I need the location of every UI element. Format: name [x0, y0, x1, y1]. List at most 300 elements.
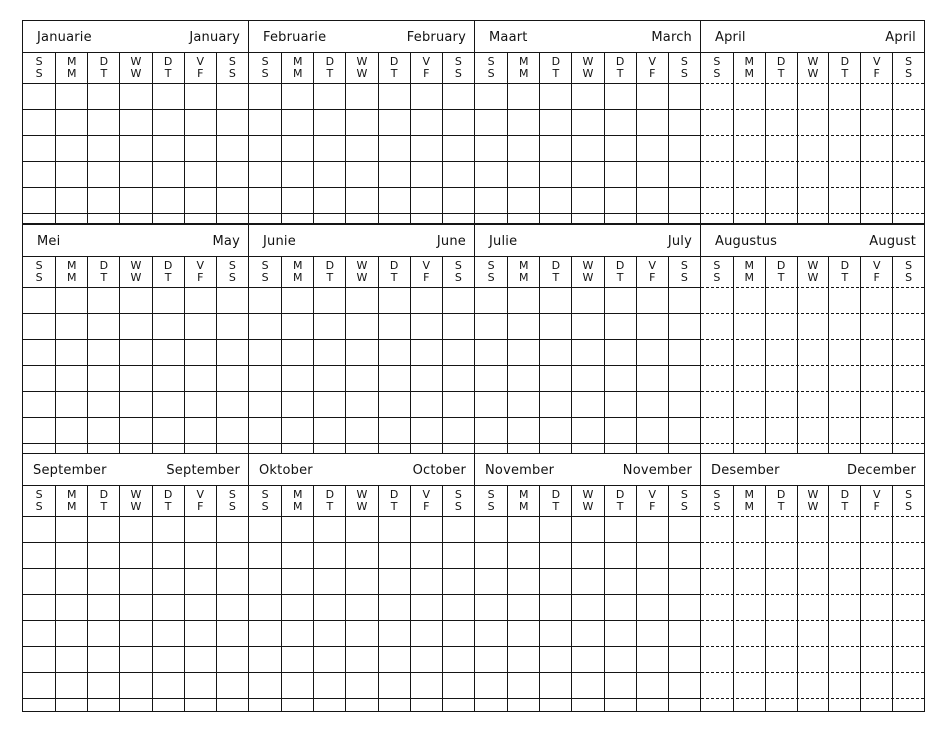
weekday-letter-afrikaans: S [487, 259, 495, 272]
weekday-column [152, 53, 184, 223]
weekday-letter-afrikaans: S [35, 259, 43, 272]
day-row-line [475, 542, 700, 543]
weekday-letter-afrikaans: W [130, 55, 142, 68]
month-july [474, 224, 701, 454]
day-row-line [475, 313, 700, 314]
day-row-line [23, 187, 248, 188]
weekday-letter-english: T [164, 67, 172, 80]
day-row-line [249, 672, 474, 673]
weekday-letter-english: F [197, 500, 204, 513]
month-january [22, 20, 249, 224]
weekday-letter-afrikaans: D [551, 488, 561, 501]
weekday-column [475, 53, 507, 223]
weekday-letter-english: M [744, 67, 755, 80]
weekday-letter-afrikaans: M [518, 259, 529, 272]
weekday-letter-english: M [292, 67, 303, 80]
calendar-sheet [22, 20, 925, 712]
weekday-column [216, 53, 248, 223]
weekday-letter-afrikaans: W [582, 55, 594, 68]
weekday-letter-afrikaans: D [615, 55, 625, 68]
day-row-line [249, 542, 474, 543]
weekday-letter-afrikaans: D [163, 55, 173, 68]
weekday-column [539, 486, 571, 711]
month-name-afrikaans: April [715, 30, 746, 45]
month-header [701, 454, 924, 486]
weekday-letter-english: S [454, 67, 462, 80]
weekday-column [249, 53, 281, 223]
weekday-column [828, 486, 860, 711]
day-grid [701, 53, 924, 223]
day-row-line [701, 698, 924, 699]
weekday-letter-afrikaans: W [582, 259, 594, 272]
weekday-letter-afrikaans: V [648, 259, 657, 272]
weekday-letter-english: T [164, 271, 172, 284]
weekday-letter-afrikaans: V [872, 259, 881, 272]
weekday-letter-english: W [130, 271, 142, 284]
weekday-letter-afrikaans: S [228, 259, 236, 272]
weekday-letter-english: T [777, 67, 785, 80]
month-march [474, 20, 701, 224]
day-row-line [475, 83, 700, 84]
weekday-letter-english: F [649, 500, 656, 513]
day-row-line [249, 646, 474, 647]
weekday-column [733, 486, 765, 711]
weekday-letter-afrikaans: D [615, 259, 625, 272]
weekday-column [507, 486, 539, 711]
day-row-line [23, 365, 248, 366]
weekday-column [571, 53, 603, 223]
weekday-letter-afrikaans: V [196, 488, 205, 501]
weekday-letter-english: T [326, 67, 334, 80]
weekday-column [442, 486, 474, 711]
day-row-line [475, 187, 700, 188]
day-grid [475, 53, 700, 223]
weekday-column [87, 486, 119, 711]
day-grid [475, 257, 700, 453]
month-june [248, 224, 475, 454]
weekday-column [281, 53, 313, 223]
month-header [475, 454, 700, 486]
day-grid [701, 257, 924, 453]
day-row-line [701, 391, 924, 392]
weekday-letter-english: W [130, 500, 142, 513]
day-row-line [701, 542, 924, 543]
weekday-letter-afrikaans: M [744, 259, 755, 272]
day-row-line [701, 161, 924, 162]
month-name-english: March [651, 30, 692, 45]
weekday-letter-english: T [616, 271, 624, 284]
weekday-letter-afrikaans: S [905, 259, 913, 272]
day-row-line [475, 391, 700, 392]
weekday-letter-english: S [454, 500, 462, 513]
day-row-line [701, 187, 924, 188]
day-grid [23, 53, 248, 223]
day-row-line [249, 365, 474, 366]
weekday-column [184, 486, 216, 711]
day-grid [23, 486, 248, 711]
weekday-letter-english: F [873, 271, 880, 284]
weekday-letter-english: M [292, 500, 303, 513]
weekday-letter-afrikaans: W [356, 488, 368, 501]
month-name-afrikaans: Mei [37, 234, 61, 249]
day-grid [249, 486, 474, 711]
day-row-line [23, 594, 248, 595]
weekday-letter-afrikaans: S [905, 488, 913, 501]
weekday-letter-english: T [100, 500, 108, 513]
weekday-letter-english: F [649, 67, 656, 80]
month-august [700, 224, 925, 454]
day-row-line [475, 516, 700, 517]
month-name-english: October [412, 463, 466, 478]
weekday-letter-afrikaans: S [228, 488, 236, 501]
weekday-letter-afrikaans: D [325, 488, 335, 501]
day-row-line [23, 287, 248, 288]
day-row-line [249, 287, 474, 288]
weekday-letter-afrikaans: W [356, 55, 368, 68]
weekday-column [442, 53, 474, 223]
month-september [22, 453, 249, 712]
weekday-column [636, 486, 668, 711]
weekday-column [281, 486, 313, 711]
month-header [475, 21, 700, 53]
weekday-letter-english: S [680, 500, 688, 513]
weekday-letter-english: S [35, 500, 43, 513]
day-row-line [701, 516, 924, 517]
weekday-letter-english: W [582, 67, 594, 80]
weekday-letter-english: F [649, 271, 656, 284]
weekday-column [733, 53, 765, 223]
weekday-column [152, 486, 184, 711]
month-name-english: June [436, 234, 466, 249]
weekday-letter-afrikaans: D [163, 488, 173, 501]
weekday-letter-english: S [228, 500, 236, 513]
weekday-letter-afrikaans: D [389, 488, 399, 501]
day-row-line [249, 417, 474, 418]
day-row-line [701, 594, 924, 595]
day-row-line [475, 135, 700, 136]
weekday-letter-english: T [164, 500, 172, 513]
day-row-line [475, 213, 700, 214]
day-row-line [249, 161, 474, 162]
weekday-letter-english: S [487, 271, 495, 284]
day-row-line [249, 516, 474, 517]
weekday-letter-english: S [228, 271, 236, 284]
weekday-letter-english: M [518, 67, 529, 80]
weekday-letter-english: S [487, 67, 495, 80]
weekday-letter-english: S [261, 271, 269, 284]
weekday-letter-english: F [423, 67, 430, 80]
weekday-letter-english: S [905, 67, 913, 80]
day-row-line [249, 213, 474, 214]
day-row-line [475, 339, 700, 340]
weekday-column [216, 486, 248, 711]
weekday-letter-afrikaans: S [35, 55, 43, 68]
month-name-afrikaans: Augustus [715, 234, 778, 249]
weekday-column [765, 53, 797, 223]
weekday-column [668, 53, 700, 223]
day-row-line [249, 339, 474, 340]
weekday-letter-afrikaans: V [422, 55, 431, 68]
weekday-letter-english: W [356, 500, 368, 513]
day-grid [249, 257, 474, 453]
weekday-column [636, 53, 668, 223]
day-row-line [23, 443, 248, 444]
weekday-letter-english: S [680, 271, 688, 284]
day-row-line [23, 161, 248, 162]
weekday-letter-afrikaans: M [292, 259, 303, 272]
weekday-letter-english: W [356, 67, 368, 80]
day-row-line [23, 516, 248, 517]
weekday-column [313, 486, 345, 711]
month-header [249, 454, 474, 486]
weekday-letter-afrikaans: D [776, 55, 786, 68]
day-row-line [23, 109, 248, 110]
weekday-letter-afrikaans: S [454, 488, 462, 501]
weekday-letter-afrikaans: S [228, 55, 236, 68]
day-row-line [23, 672, 248, 673]
weekday-letter-afrikaans: S [487, 488, 495, 501]
weekday-letter-english: T [100, 67, 108, 80]
weekday-letter-afrikaans: S [905, 55, 913, 68]
weekday-letter-english: W [807, 271, 819, 284]
weekday-letter-english: S [261, 67, 269, 80]
weekday-letter-english: T [326, 271, 334, 284]
month-name-english: May [212, 234, 240, 249]
day-row-line [475, 698, 700, 699]
weekday-letter-english: S [487, 500, 495, 513]
day-row-line [701, 417, 924, 418]
day-row-line [249, 135, 474, 136]
weekday-letter-afrikaans: D [163, 259, 173, 272]
weekday-column [701, 53, 733, 223]
weekday-letter-afrikaans: S [261, 55, 269, 68]
weekday-column [23, 486, 55, 711]
day-grid [475, 486, 700, 711]
weekday-letter-afrikaans: S [454, 259, 462, 272]
weekday-letter-english: F [423, 500, 430, 513]
month-name-english: September [166, 463, 240, 478]
weekday-letter-afrikaans: W [356, 259, 368, 272]
weekday-letter-english: M [744, 500, 755, 513]
weekday-letter-english: T [841, 67, 849, 80]
day-row-line [475, 672, 700, 673]
weekday-column [860, 53, 892, 223]
day-row-line [475, 620, 700, 621]
day-row-line [23, 417, 248, 418]
weekday-letter-english: T [100, 271, 108, 284]
weekday-column [828, 53, 860, 223]
weekday-letter-afrikaans: S [487, 55, 495, 68]
weekday-letter-english: M [518, 271, 529, 284]
day-row-line [701, 365, 924, 366]
weekday-letter-english: M [292, 271, 303, 284]
weekday-letter-afrikaans: V [422, 259, 431, 272]
day-row-line [249, 187, 474, 188]
weekday-letter-afrikaans: S [261, 259, 269, 272]
day-row-line [701, 568, 924, 569]
weekday-letter-afrikaans: S [261, 488, 269, 501]
weekday-column [184, 53, 216, 223]
day-row-line [475, 365, 700, 366]
day-row-line [701, 313, 924, 314]
day-row-line [475, 109, 700, 110]
day-row-line [23, 135, 248, 136]
weekday-letter-afrikaans: W [130, 488, 142, 501]
day-row-line [701, 443, 924, 444]
weekday-column [410, 53, 442, 223]
weekday-letter-afrikaans: M [518, 488, 529, 501]
weekday-letter-afrikaans: S [713, 259, 721, 272]
day-row-line [475, 417, 700, 418]
day-row-line [249, 391, 474, 392]
weekday-letter-english: F [873, 500, 880, 513]
month-october [248, 453, 475, 712]
weekday-column [892, 486, 924, 711]
weekday-letter-english: S [905, 271, 913, 284]
weekday-column [765, 486, 797, 711]
day-row-line [475, 594, 700, 595]
weekday-column [55, 53, 87, 223]
weekday-letter-english: F [197, 67, 204, 80]
month-may [22, 224, 249, 454]
weekday-column [797, 486, 829, 711]
weekday-letter-english: T [552, 271, 560, 284]
weekday-letter-english: T [841, 271, 849, 284]
weekday-column [378, 53, 410, 223]
weekday-letter-afrikaans: D [615, 488, 625, 501]
weekday-column [892, 53, 924, 223]
day-row-line [701, 646, 924, 647]
weekday-letter-afrikaans: W [807, 259, 819, 272]
weekday-letter-afrikaans: M [66, 488, 77, 501]
month-name-english: July [667, 234, 692, 249]
weekday-letter-english: M [66, 67, 77, 80]
weekday-column [23, 53, 55, 223]
day-row-line [23, 83, 248, 84]
weekday-letter-english: S [713, 500, 721, 513]
weekday-column [313, 53, 345, 223]
weekday-letter-afrikaans: D [551, 55, 561, 68]
weekday-column [475, 486, 507, 711]
day-row-line [475, 161, 700, 162]
day-row-line [475, 443, 700, 444]
day-row-line [701, 339, 924, 340]
weekday-column [860, 486, 892, 711]
month-name-afrikaans: Desember [711, 463, 780, 478]
weekday-letter-english: W [582, 271, 594, 284]
month-header [249, 21, 474, 53]
day-row-line [701, 672, 924, 673]
weekday-column [507, 53, 539, 223]
day-row-line [701, 135, 924, 136]
month-name-english: January [189, 30, 240, 45]
weekday-letter-english: W [130, 67, 142, 80]
weekday-letter-afrikaans: D [776, 488, 786, 501]
day-row-line [475, 646, 700, 647]
weekday-letter-english: M [744, 271, 755, 284]
weekday-letter-english: W [582, 500, 594, 513]
day-row-line [23, 313, 248, 314]
month-name-afrikaans: September [33, 463, 107, 478]
month-name-afrikaans: Junie [263, 234, 296, 249]
weekday-letter-english: F [197, 271, 204, 284]
weekday-letter-afrikaans: D [325, 259, 335, 272]
weekday-letter-afrikaans: D [840, 55, 850, 68]
weekday-column [571, 486, 603, 711]
weekday-letter-english: T [552, 67, 560, 80]
day-row-line [701, 109, 924, 110]
weekday-letter-english: S [261, 500, 269, 513]
month-name-english: August [869, 234, 916, 249]
month-name-afrikaans: Oktober [259, 463, 313, 478]
weekday-column [410, 486, 442, 711]
weekday-letter-afrikaans: D [389, 55, 399, 68]
weekday-letter-afrikaans: D [99, 488, 109, 501]
weekday-letter-afrikaans: M [744, 55, 755, 68]
day-grid [249, 53, 474, 223]
month-header [701, 225, 924, 257]
day-row-line [249, 313, 474, 314]
day-row-line [701, 213, 924, 214]
weekday-letter-afrikaans: V [648, 488, 657, 501]
weekday-letter-english: S [713, 271, 721, 284]
day-row-line [249, 443, 474, 444]
weekday-letter-afrikaans: D [840, 259, 850, 272]
day-row-line [23, 213, 248, 214]
month-name-afrikaans: Februarie [263, 30, 327, 45]
weekday-column [604, 53, 636, 223]
weekday-letter-afrikaans: W [582, 488, 594, 501]
day-row-line [23, 391, 248, 392]
weekday-letter-afrikaans: D [389, 259, 399, 272]
day-row-line [701, 620, 924, 621]
weekday-column [797, 53, 829, 223]
weekday-letter-english: T [841, 500, 849, 513]
weekday-letter-afrikaans: M [744, 488, 755, 501]
weekday-letter-english: T [390, 67, 398, 80]
weekday-letter-afrikaans: S [680, 488, 688, 501]
weekday-letter-afrikaans: V [648, 55, 657, 68]
weekday-letter-english: S [35, 271, 43, 284]
weekday-letter-afrikaans: S [454, 55, 462, 68]
month-name-afrikaans: Maart [489, 30, 528, 45]
weekday-letter-english: S [454, 271, 462, 284]
weekday-letter-afrikaans: D [840, 488, 850, 501]
weekday-letter-english: W [807, 500, 819, 513]
weekday-column [249, 486, 281, 711]
weekday-letter-afrikaans: W [807, 488, 819, 501]
day-row-line [249, 109, 474, 110]
weekday-letter-english: T [616, 500, 624, 513]
weekday-letter-english: F [873, 67, 880, 80]
day-row-line [23, 698, 248, 699]
weekday-letter-english: F [423, 271, 430, 284]
month-february [248, 20, 475, 224]
weekday-column [87, 53, 119, 223]
weekday-letter-afrikaans: V [196, 259, 205, 272]
weekday-column [345, 486, 377, 711]
day-row-line [701, 287, 924, 288]
day-row-line [249, 620, 474, 621]
month-name-english: December [846, 463, 916, 478]
weekday-letter-afrikaans: S [680, 55, 688, 68]
month-header [23, 21, 248, 53]
weekday-letter-afrikaans: S [680, 259, 688, 272]
weekday-letter-english: S [228, 67, 236, 80]
day-row-line [475, 287, 700, 288]
weekday-letter-afrikaans: M [66, 259, 77, 272]
weekday-letter-afrikaans: W [807, 55, 819, 68]
